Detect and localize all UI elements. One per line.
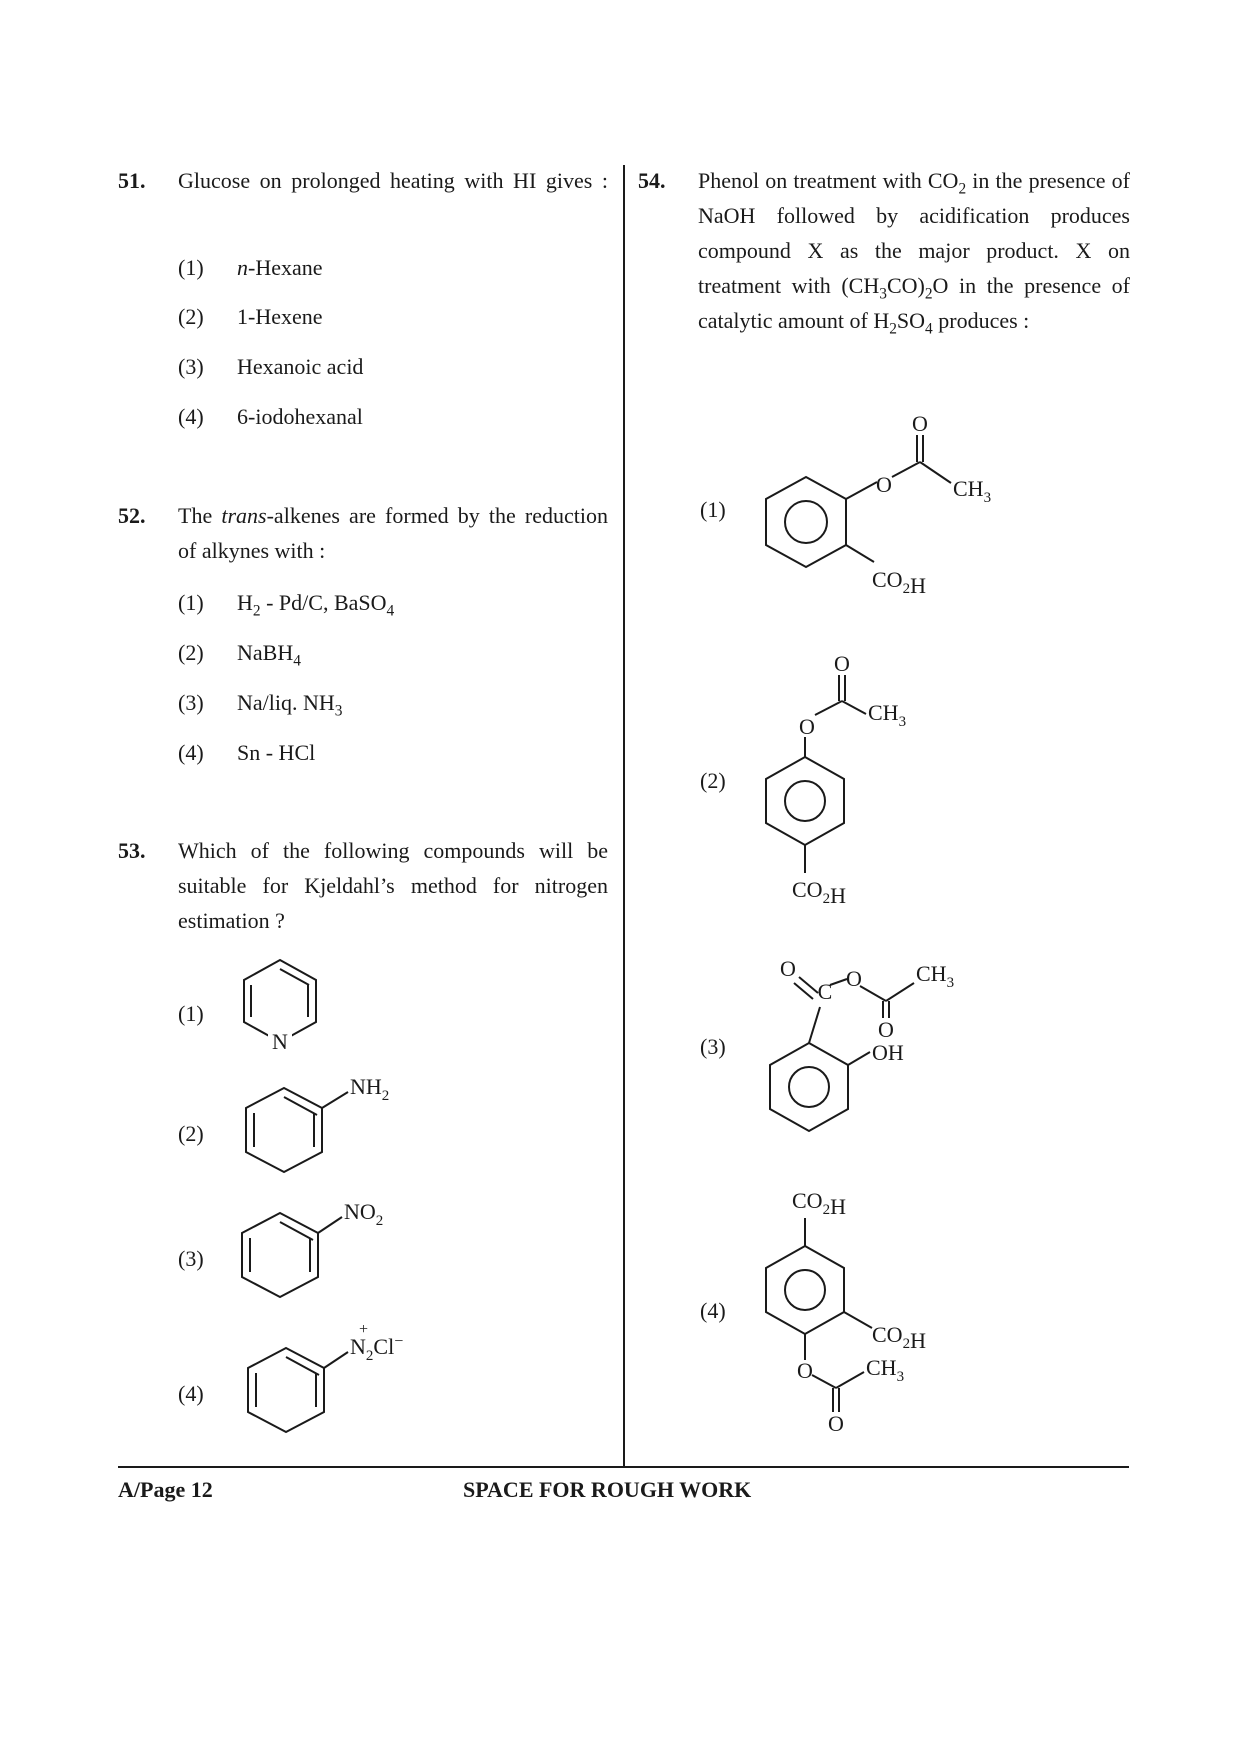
question-54-option-3-label: (3) <box>700 1034 726 1059</box>
svg-text:O: O <box>846 966 862 991</box>
rough-work-label: SPACE FOR ROUGH WORK <box>463 1477 752 1502</box>
svg-text:CH3: $CH_3$ <box>916 961 955 991</box>
svg-text:O: O <box>876 472 892 497</box>
question-54-number: 54. <box>638 168 666 193</box>
svg-text:CH3: $CH_3$ <box>953 476 992 506</box>
page-number: A/Page 12 <box>118 1477 213 1502</box>
pyridine-structure <box>238 958 328 1058</box>
question-52-option-3-text: Na/liq. $NH_3$ <box>237 690 343 720</box>
question-52-option-4-label: (4) <box>178 740 204 765</box>
svg-text:O: O <box>780 956 796 981</box>
svg-text:CO2H: $CO_2H$ <box>792 877 846 908</box>
svg-text:CH3: $CH_3$ <box>866 1355 905 1385</box>
column-divider <box>623 165 625 1467</box>
mixed-anhydride-structure <box>760 955 990 1140</box>
question-54-option-4-label: (4) <box>700 1298 726 1323</box>
question-51-number: 51. <box>118 168 146 193</box>
question-53-text: Which of the following compounds will be suitable for Kjeldahl’s method for nitrogen estimation ? <box>178 838 608 933</box>
svg-text:O: O <box>828 1411 844 1436</box>
question-53-option-2-label: (2) <box>178 1121 204 1146</box>
benzenediazonium-chloride-structure <box>246 1320 436 1440</box>
svg-text:CH3: $CH_3$ <box>868 700 907 730</box>
svg-text:NH2: $NH_2$ <box>350 1074 390 1104</box>
footer-rule <box>118 1466 1129 1468</box>
question-52-option-4-text: Sn - HCl <box>237 740 316 765</box>
pyridine-nitrogen: N <box>272 1029 288 1054</box>
svg-text:O: O <box>834 651 850 676</box>
para-acetoxybenzoic-acid-structure <box>760 640 960 908</box>
question-54-option-1-label: (1) <box>700 497 726 522</box>
question-54-text: Phenol on treatment with $CO_2$ in the presence of NaOH followed by acidification produces compound X as the major product. X on treatment with $(CH_3CO)_2O$ in the presence of catalytic amount of $H_2SO_4$ produces : <box>698 168 1131 338</box>
nitrobenzene-structure <box>240 1195 410 1305</box>
question-51-option-1-label: (1) <box>178 255 204 280</box>
question-51-option-4-label: (4) <box>178 404 204 429</box>
question-53-option-3-label: (3) <box>178 1246 204 1271</box>
svg-text:CO2H: $CO_2H$ <box>872 1322 926 1353</box>
question-52-option-2-text: NaBH$_4$ <box>237 640 301 670</box>
svg-text:CO2H: $CO_2H$ <box>792 1188 846 1219</box>
svg-text:CO2H: $CO_2H$ <box>872 567 926 598</box>
aspirin-structure <box>760 411 1020 598</box>
svg-text:N2Cl−: $N_2Cl^-$ <box>350 1333 404 1364</box>
question-53-number: 53. <box>118 838 146 863</box>
question-53-option-1-label: (1) <box>178 1001 204 1026</box>
svg-text:O: O <box>878 1017 894 1042</box>
question-52-number: 52. <box>118 503 146 528</box>
question-51-option-2-text: 1-Hexene <box>237 304 323 329</box>
svg-text:OH: OH <box>872 1040 904 1065</box>
svg-text:NO2: $NO_2$ <box>344 1199 384 1229</box>
question-53-option-4-label: (4) <box>178 1381 204 1406</box>
question-52-option-1-label: (1) <box>178 590 204 615</box>
question-51-option-2-label: (2) <box>178 304 204 329</box>
svg-text:O: O <box>912 411 928 436</box>
svg-text:O: O <box>799 714 815 739</box>
question-52-option-1-text: $H_2 - Pd/C$, BaSO$_4$ <box>237 590 395 620</box>
question-51-option-3-text: Hexanoic acid <box>237 354 364 379</box>
question-51-option-1-text: n-Hexane <box>237 255 323 280</box>
question-51-text: Glucose on prolonged heating with HI gives : <box>178 168 608 193</box>
question-52-option-2-label: (2) <box>178 640 204 665</box>
aniline-structure <box>244 1070 414 1180</box>
question-54-option-2-label: (2) <box>700 768 726 793</box>
svg-text:O: O <box>797 1358 813 1383</box>
question-52-option-3-label: (3) <box>178 690 204 715</box>
question-51-option-4-text: 6-iodohexanal <box>237 404 363 429</box>
svg-text:C: C <box>817 979 833 1004</box>
svg-text:+: + <box>359 1321 369 1338</box>
question-52-text: The trans-alkenes are formed by the reduction of alkynes with : <box>178 503 609 563</box>
question-51-option-3-label: (3) <box>178 354 204 379</box>
acetoxy-isophthalic-acid-structure <box>760 1180 990 1440</box>
